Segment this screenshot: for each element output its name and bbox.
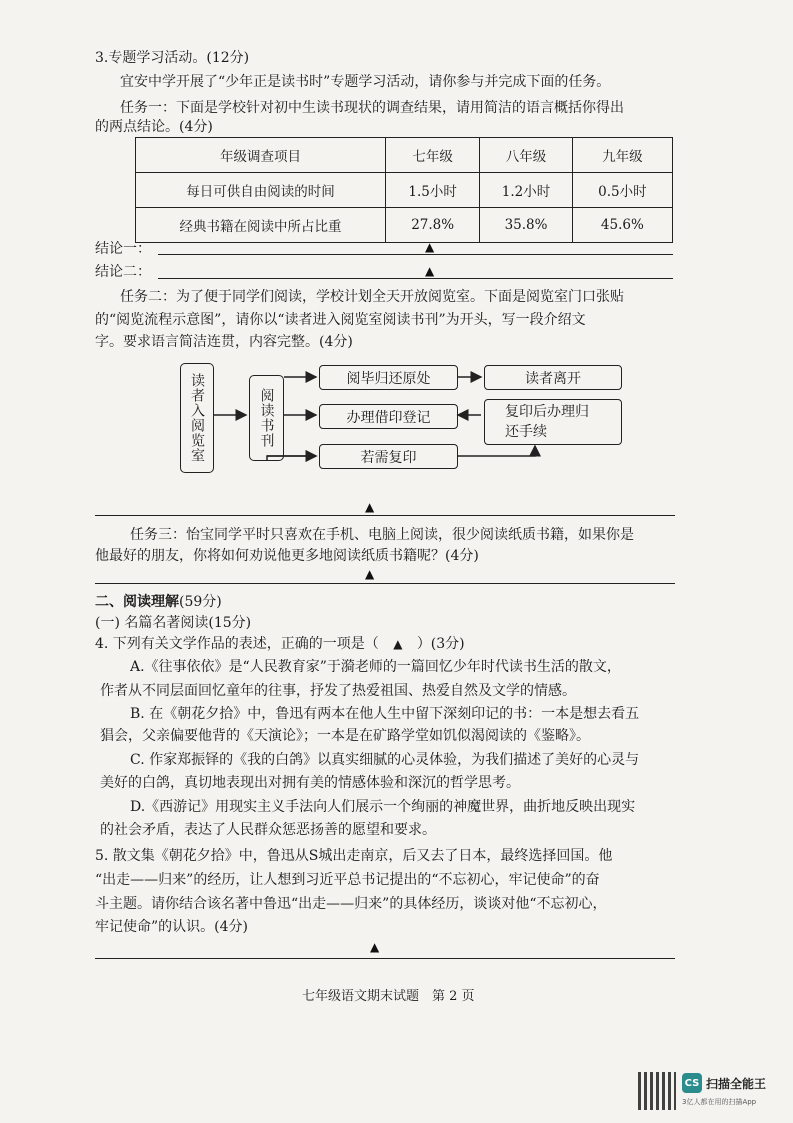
section2-score: (59分)	[179, 594, 222, 610]
answer-marker-icon: ▲	[425, 264, 435, 278]
watermark-tagline: 3亿人都在用的扫描App	[682, 1098, 757, 1106]
table-cell: 35.8%	[480, 208, 572, 243]
q3-title: 3.专题学习活动。(12分)	[95, 50, 250, 66]
q5-line3: 斗主题。请你结合该名著中鲁迅“出走——归来”的具体经历，谈谈对他“不忘初心，	[95, 896, 607, 912]
conclusion1-label: 结论一：	[95, 241, 151, 257]
table-header-cell: 七年级	[385, 138, 479, 173]
q3-intro: 宜安中学开展了“少年正是读书时”专题学习活动，请你参与并完成下面的任务。	[120, 74, 611, 90]
flow-enter-box: 读者入阅览室	[180, 363, 214, 473]
answer-marker-icon: ▲	[370, 940, 380, 954]
task1-line1: 任务一：下面是学校针对初中生读书现状的调查结果，请用简洁的语言概括你得出	[120, 100, 624, 116]
task2-line1: 任务二：为了便于同学们阅读，学校计划全天开放阅览室。下面是阅览室门口张贴	[120, 289, 624, 305]
q4-option-d-line2: 的社会矛盾，表达了人民群众惩恶扬善的愿望和要求。	[100, 822, 436, 838]
task3-answer-line[interactable]	[95, 583, 675, 584]
answer-marker-icon: ▲	[365, 500, 375, 514]
task3-line1: 任务三：怡宝同学平时只喜欢在手机、电脑上阅读，很少阅读纸质书籍，如果你是	[130, 527, 634, 543]
flow-copy-box: 若需复印	[319, 444, 458, 469]
q5-answer-line[interactable]	[95, 958, 675, 959]
task2-line3: 字。要求语言简洁连贯，内容完整。(4分)	[95, 334, 353, 350]
table-header-cell: 年级调查项目	[136, 138, 386, 173]
answer-marker-icon: ▲	[425, 240, 435, 254]
task2-answer-line[interactable]	[95, 515, 675, 516]
q4-option-c-line1: C. 作家郑振铎的《我的白鸽》以真实细腻的心灵体验，为我们描述了美好的心灵与	[130, 752, 640, 768]
section2-heading	[95, 591, 222, 611]
q4-stem-text: 4. 下列有关文学作品的表述，正确的一项是（	[95, 636, 379, 652]
flow-after-copy-line2: 还手续	[505, 424, 547, 440]
q5-line1: 5. 散文集《朝花夕拾》中，鲁迅从S城出走南京，后又去了日本，最终选择回国。他	[95, 848, 613, 864]
q4-option-c-line2: 美好的白鸽，真切地表现出对拥有美的情感体验和深沉的哲学思考。	[100, 775, 520, 791]
table-cell: 每日可供自由阅读的时间	[136, 173, 386, 208]
flow-read-box: 阅读书刊	[249, 375, 284, 461]
q5-line4: 牢记使命”的认识。(4分)	[95, 919, 248, 935]
section2-sub1: (一) 名篇名著阅读(15分)	[95, 615, 252, 631]
task2-line2: 的“阅览流程示意图”，请你以“读者进入阅览室阅读书刊”为开头，写一段介绍文	[95, 312, 586, 328]
answer-marker-icon: ▲	[393, 637, 403, 651]
page-footer: 七年级语文期末试题 第 2 页	[302, 989, 475, 1004]
task3-line2: 他最好的朋友，你将如何劝说他更多地阅读纸质书籍呢？(4分)	[95, 548, 479, 564]
conclusion2-label: 结论二：	[95, 264, 151, 280]
q4-option-d-line1: D.《西游记》用现实主义手法向人们展示一个绚丽的神魔世界，曲折地反映出现实	[130, 799, 636, 815]
table-cell: 27.8%	[385, 208, 479, 243]
flow-after-copy-box	[484, 399, 622, 445]
section2-title: 二、阅读理解	[95, 594, 179, 610]
flow-return-box: 阅毕归还原处	[319, 365, 458, 390]
table-cell: 经典书籍在阅读中所占比重	[136, 208, 386, 243]
q4-option-a-line2: 作者从不同层面回忆童年的往事，抒发了热爱祖国、热爱自然及文学的情感。	[100, 683, 576, 699]
table-header-cell: 九年级	[572, 138, 672, 173]
table-cell: 1.2小时	[480, 173, 572, 208]
q5-line2: “出走——归来”的经历，让人想到习近平总书记提出的“不忘初心，牢记使命”的奋	[95, 872, 600, 888]
flow-leave-box: 读者离开	[484, 365, 622, 390]
answer-marker-icon: ▲	[365, 567, 375, 581]
task1-line2: 的两点结论。(4分)	[95, 119, 213, 135]
camscanner-logo-icon: CS	[682, 1073, 702, 1093]
flow-borrow-box: 办理借印登记	[319, 404, 458, 429]
q4-option-b-line1: B. 在《朝花夕拾》中，鲁迅有两本在他人生中留下深刻印记的书：一本是想去看五	[130, 706, 640, 722]
qr-code-icon	[638, 1072, 676, 1110]
q4-option-a-line1: A.《往事依依》是“人民教育家”于漪老师的一篇回忆少年时代读书生活的散文，	[130, 659, 621, 675]
table-cell: 45.6%	[572, 208, 672, 243]
q4-stem	[95, 633, 465, 653]
table-cell: 0.5小时	[572, 173, 672, 208]
table-cell: 1.5小时	[385, 173, 479, 208]
q4-option-b-line2: 猖会，父亲偏要他背的《天演论》；一本是在矿路学堂如饥似渴阅读的《鉴略》。	[100, 728, 590, 744]
watermark-brand: 扫描全能王	[706, 1077, 767, 1091]
table-header-cell: 八年级	[480, 138, 572, 173]
flow-after-copy-line1: 复印后办理归	[505, 404, 589, 420]
q4-stem-end: ）(3分)	[416, 636, 465, 652]
